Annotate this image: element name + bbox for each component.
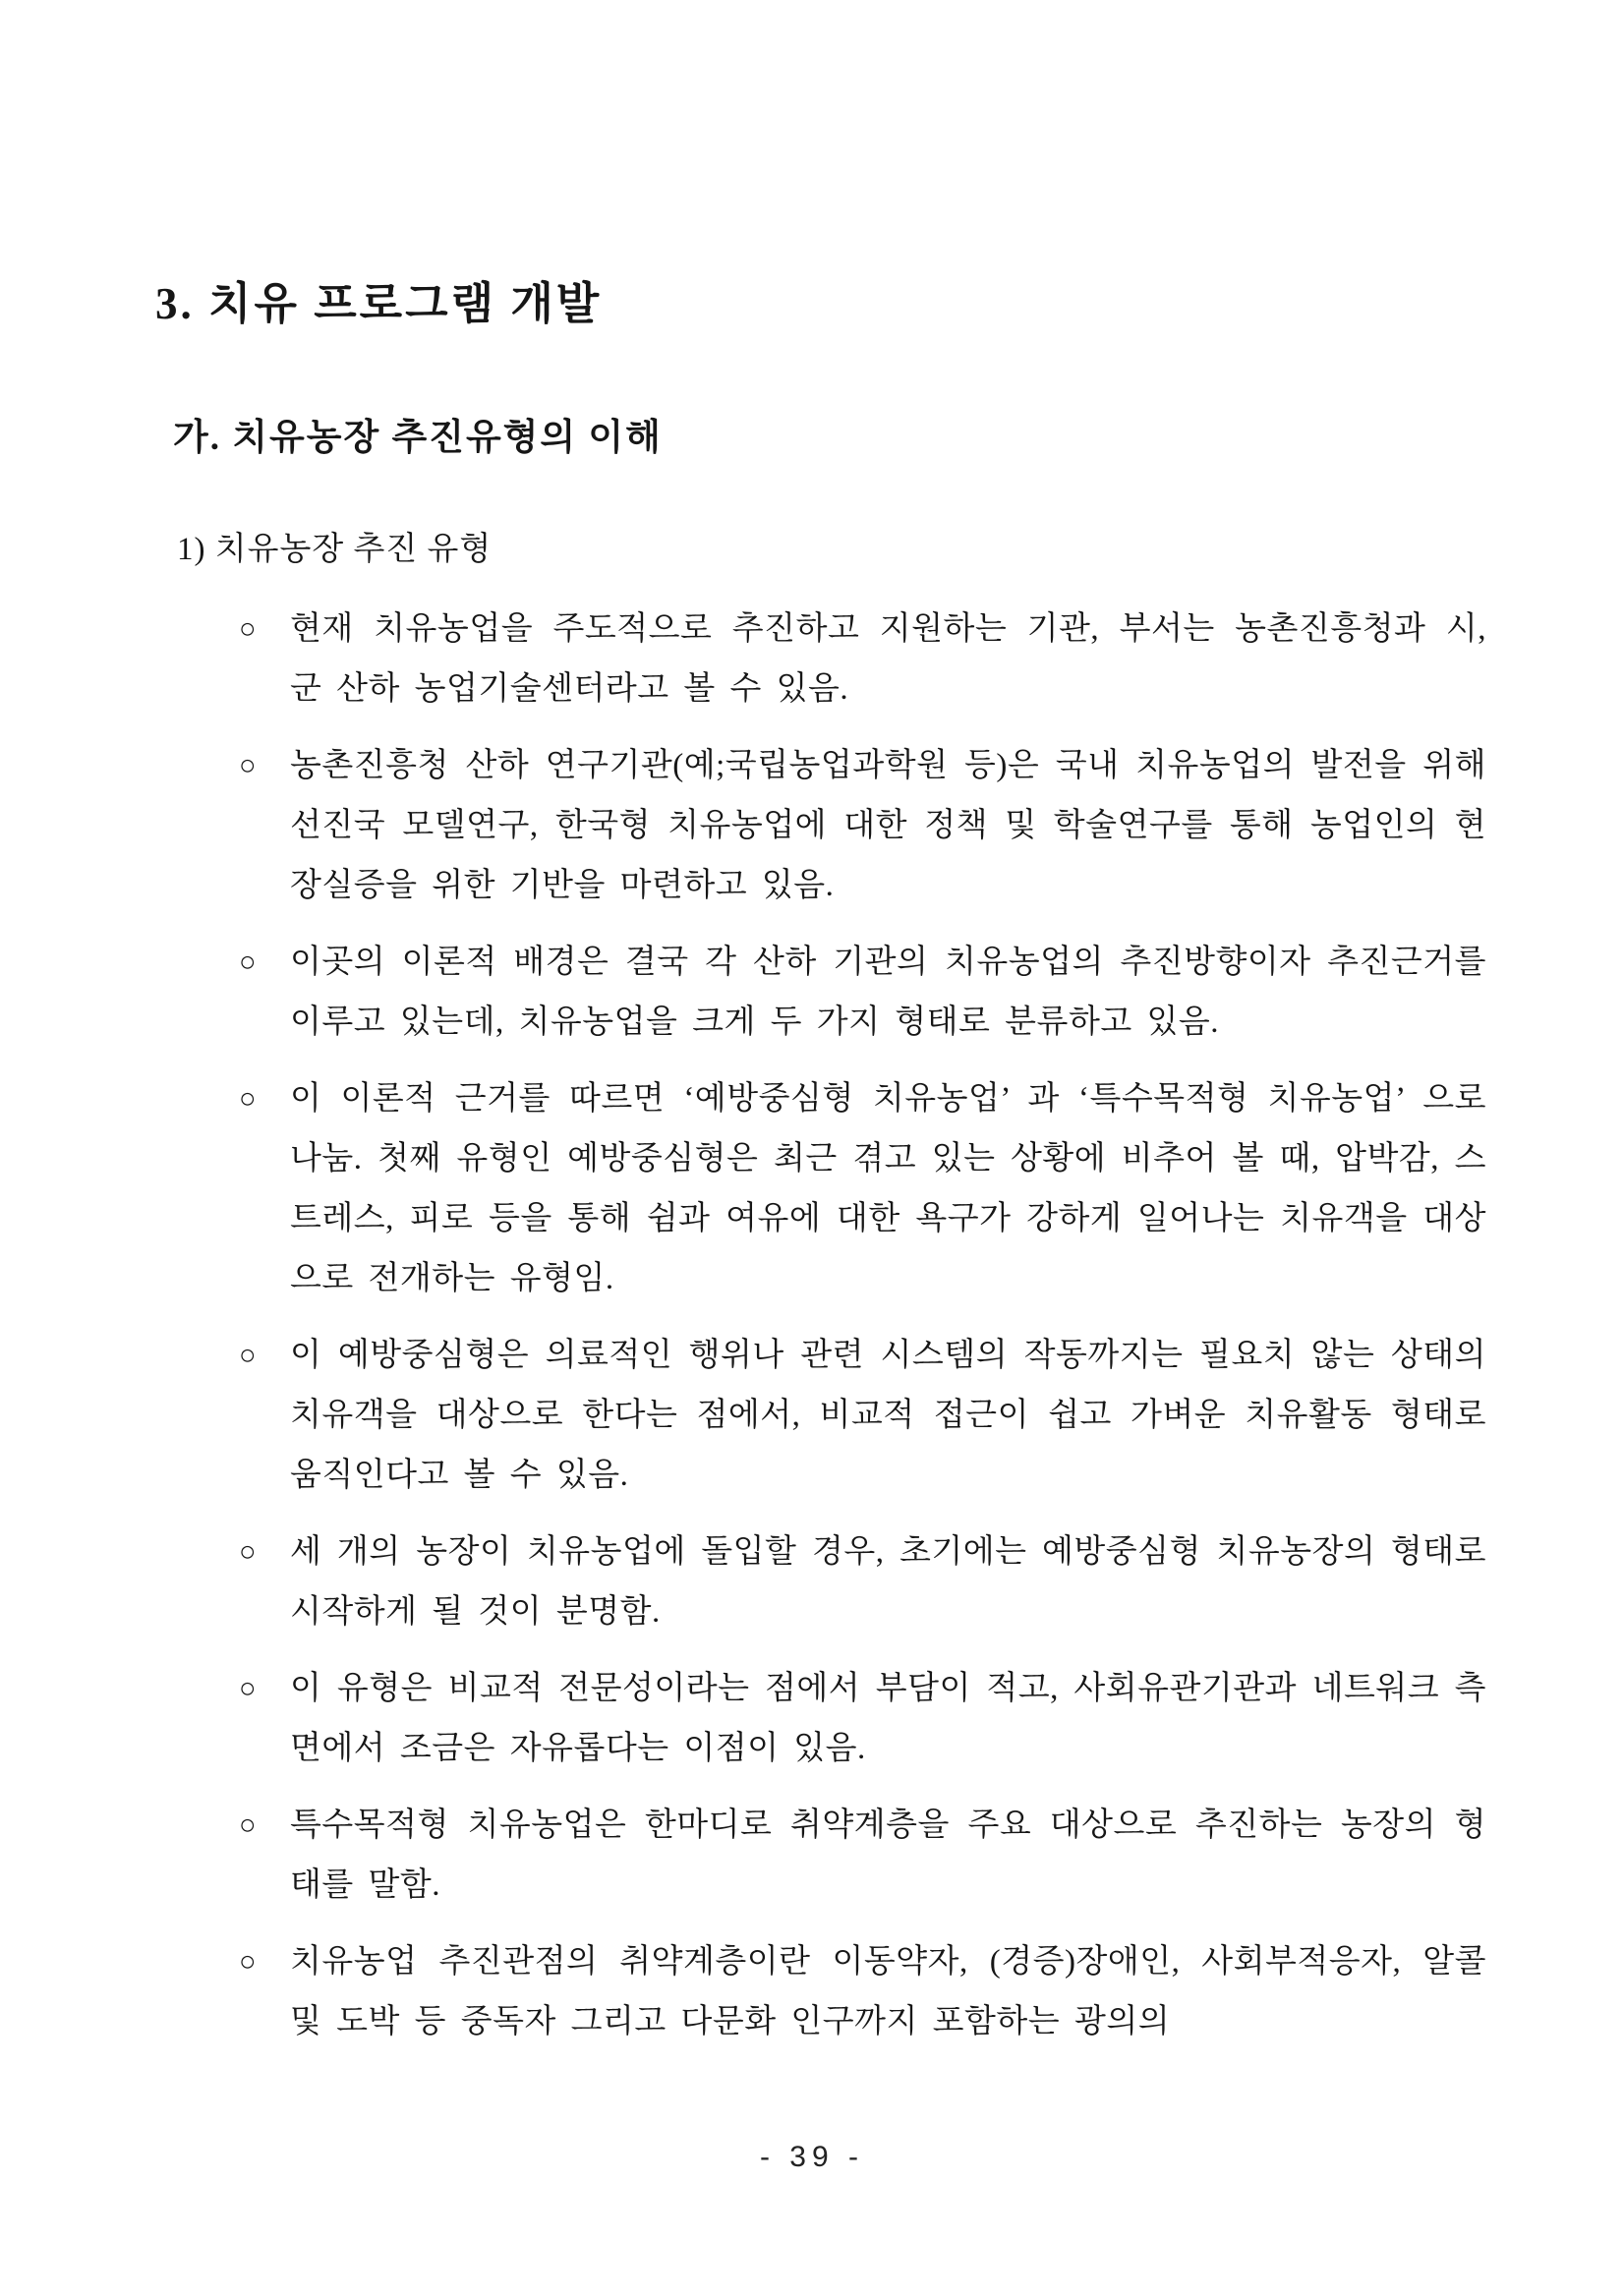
bullet-text: 이 예방중심형은 의료적인 행위나 관련 시스템의 작동까지는 필요치 않는 상태의 치유객을 대상으로 한다는 점에서, 비교적 접근이 쉽고 가벼운 치유활동 형태로 움직인다고 볼 수 있음.	[290, 1338, 1486, 1493]
page-number: - 39 -	[759, 2141, 865, 2173]
circle-bullet-icon: ○	[239, 947, 257, 978]
bullet-text: 이 이론적 근거를 따르면 ‘예방중심형 치유농업’ 과 ‘특수목적형 치유농업’ 으로 나눔. 첫째 유형인 예방중심형은 최근 겪고 있는 상황에 비추어 볼 때, 압박감, 스트레스, 피로 등을 통해 쉼과 여유에 대한 욕구가 강하게 일어나는 치유객을 대상으로 전개하는 유형임.	[290, 1081, 1486, 1296]
circle-bullet-icon: ○	[239, 1340, 257, 1371]
bullet-item	[239, 1932, 1486, 2052]
page-title: 3. 치유 프로그램 개발	[155, 279, 603, 328]
bullet-item	[239, 736, 1486, 916]
bullet-item	[239, 1069, 1486, 1309]
subsection-heading: 1) 치유농장 추진 유형	[177, 532, 493, 567]
circle-bullet-icon: ○	[239, 1536, 257, 1568]
circle-bullet-icon: ○	[239, 1083, 257, 1115]
circle-bullet-icon: ○	[239, 1946, 257, 1978]
circle-bullet-icon: ○	[239, 613, 257, 645]
bullet-item	[239, 1796, 1486, 1916]
circle-bullet-icon: ○	[239, 750, 257, 781]
circle-bullet-icon: ○	[239, 1809, 257, 1841]
bullet-item	[239, 933, 1486, 1053]
bullet-list	[239, 600, 1486, 2069]
bullet-text: 세 개의 농장이 치유농업에 돌입할 경우, 초기에는 예방중심형 치유농장의 형태로 시작하게 될 것이 분명함.	[290, 1534, 1486, 1630]
bullet-text: 농촌진흥청 산하 연구기관(예;국립농업과학원 등)은 국내 치유농업의 발전을 위해 선진국 모델연구, 한국형 치유농업에 대한 정책 및 학술연구를 통해 농업인의 현장실증을 위한 기반을 마련하고 있음.	[290, 748, 1486, 903]
bullet-text: 특수목적형 치유농업은 한마디로 취약계층을 주요 대상으로 추진하는 농장의 형태를 말함.	[290, 1808, 1486, 1903]
bullet-text: 이곳의 이론적 배경은 결국 각 산하 기관의 치유농업의 추진방향이자 추진근거를 이루고 있는데, 치유농업을 크게 두 가지 형태로 분류하고 있음.	[290, 945, 1486, 1040]
bullet-item	[239, 600, 1486, 719]
section-heading: 가. 치유농장 추진유형의 이해	[173, 418, 663, 458]
bullet-item	[239, 1326, 1486, 1506]
bullet-item	[239, 1522, 1486, 1642]
bullet-text: 치유농업 추진관점의 취약계층이란 이동약자, (경증)장애인, 사회부적응자, 알콜 및 도박 등 중독자 그리고 다문화 인구까지 포함하는 광의의	[290, 1944, 1486, 2039]
bullet-text: 현재 치유농업을 주도적으로 추진하고 지원하는 기관, 부서는 농촌진흥청과 시, 군 산하 농업기술센터라고 볼 수 있음.	[290, 611, 1486, 707]
bullet-item	[239, 1659, 1486, 1779]
circle-bullet-icon: ○	[239, 1673, 257, 1704]
bullet-text: 이 유형은 비교적 전문성이라는 점에서 부담이 적고, 사회유관기관과 네트워크 측면에서 조금은 자유롭다는 이점이 있음.	[290, 1671, 1486, 1766]
